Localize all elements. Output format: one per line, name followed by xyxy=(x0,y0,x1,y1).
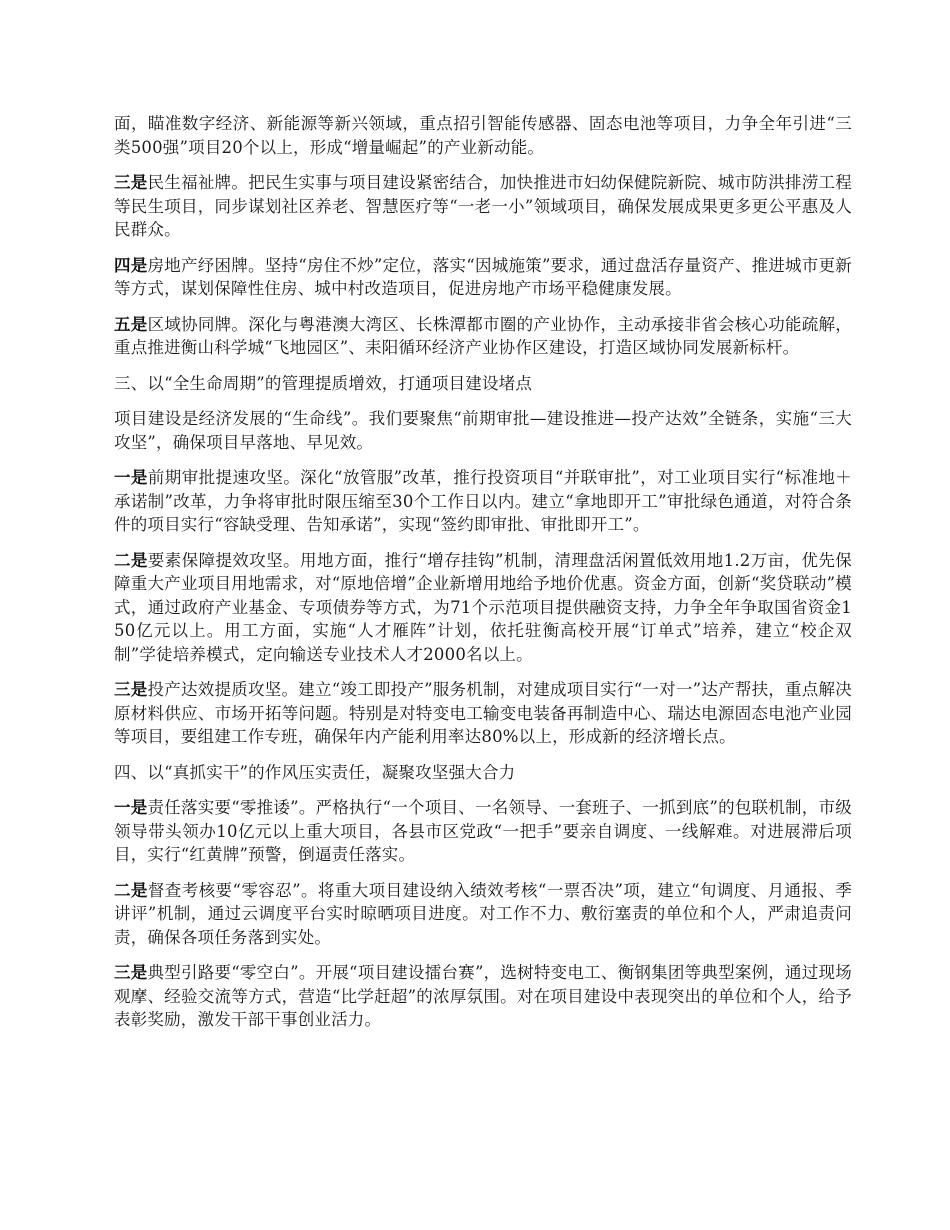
section-heading-4: 四、以“真抓实干”的作风压实责任，凝聚攻坚强大合力 xyxy=(114,762,516,782)
paragraph-4-text: 区域协同牌。深化与粤港澳大湾区、长株潭都市圈的产业协作，主动承接非省会核心功能疏解，重点推进衡山科学城“飞地园区”、耒阳循环经济产业协作区建设，打造区域协同发展新标杆。 xyxy=(114,314,853,357)
paragraph-4-lead: 五是 xyxy=(114,314,148,334)
paragraph-6 xyxy=(114,466,852,537)
paragraph-4 xyxy=(114,313,852,360)
paragraph-2-lead: 三是 xyxy=(114,173,148,192)
paragraph-2-text: 民生福祉牌。把民生实事与项目建设紧密结合，加快推进市妇幼保健院新院、城市防洪排涝工程等民生项目，同步谋划社区养老、智慧医疗等“一老一小”领域项目，确保发展成果更多更公平惠及人民群众。 xyxy=(114,173,853,239)
paragraph-8 xyxy=(114,678,852,749)
paragraph-11-lead: 三是 xyxy=(114,963,148,982)
paragraph-9-text: 责任落实要“零推诿”。严格执行“一个项目、一名领导、一套班子、一抓到底”的包联机制，市级领导带头领办10亿元以上重大项目，各县市区党政“一把手”要亲自调度、一线解难。对进展滞后项目，实行“红黄牌”预警，倒逼责任落实。 xyxy=(114,798,852,864)
paragraph-7 xyxy=(114,549,852,667)
paragraph-7-text: 要素保障提效攻坚。用地方面，推行“增存挂钩”机制，清理盘活闲置低效用地1.2万亩，优先保障重大产业项目用地需求，对“原地倍增”企业新增用地给予地价优惠。资金方面，创新“奖贷联动”模式，通过政府产业基金、专项债券等方式，为71个示范项目提供融资支持，力争全年争取国省资金150亿元以上。用工方面，实施“人才雁阵”计划，依托驻衡高校开展“订单式”培养，建立“校企双制”学徒培养模式，定向输送专业技术人才2000名以上。 xyxy=(114,550,852,664)
paragraph-10-text: 督查考核要“零容忍”。将重大项目建设纳入绩效考核“一票否决”项，建立“旬调度、月通报、季讲评”机制，通过云调度平台实时晾晒项目进度。对工作不力、敷衍塞责的单位和个人，严肃追责问责，确保各项任务落到实处。 xyxy=(114,880,852,947)
paragraph-3-lead: 四是 xyxy=(114,255,148,275)
paragraph-8-text: 投产达效提质攻坚。建立“竣工即投产”服务机制，对建成项目实行“一对一”达产帮扶，重点解决原材料供应、市场开拓等问题。特别是对特变电工输变电装备再制造中心、瑞达电源固态电池产业园等项目，要组建工作专班，确保年内产能利用率达80%以上，形成新的经济增长点。 xyxy=(114,680,852,746)
paragraph-10 xyxy=(114,879,852,950)
paragraph-1-text: 面，瞄准数字经济、新能源等新兴领域，重点招引智能传感器、固态电池等项目，力争全年引进“三类500强”项目20个以上，形成“增量崛起”的产业新动能。 xyxy=(114,114,852,157)
document-page xyxy=(114,112,852,1044)
paragraph-9 xyxy=(114,796,852,867)
paragraph-8-lead: 三是 xyxy=(114,680,148,699)
paragraph-7-lead: 二是 xyxy=(114,550,148,570)
paragraph-5-text: 项目建设是经济发展的“生命线”。我们要聚焦“前期审批—建设推进—投产达效”全链条，实施“三大攻坚”，确保项目早落地、早见效。 xyxy=(114,409,852,452)
paragraph-6-text: 前期审批提速攻坚。深化“放管服”改革，推行投资项目“并联审批”，对工业项目实行“标准地＋承诺制”改革，力争将审批时限压缩至30个工作日以内。建立“拿地即开工”审批绿色通道，对符合条件的项目实行“容缺受理、告知承诺”，实现“签约即审批、审批即开工”。 xyxy=(114,468,852,534)
paragraph-2 xyxy=(114,171,852,242)
section-heading-3: 三、以“全生命周期”的管理提质增效，打通项目建设堵点 xyxy=(114,373,533,393)
paragraph-3 xyxy=(114,254,852,301)
paragraph-5 xyxy=(114,407,852,454)
paragraph-11 xyxy=(114,961,852,1032)
paragraph-10-lead: 二是 xyxy=(114,880,148,900)
paragraph-6-lead: 一是 xyxy=(114,468,148,487)
paragraph-3-text: 房地产纾困牌。坚持“房住不炒”定位，落实“因城施策”要求，通过盘活存量资产、推进城市更新等方式，谋划保障性住房、城中村改造项目，促进房地产市场平稳健康发展。 xyxy=(114,255,852,298)
paragraph-1 xyxy=(114,112,852,159)
paragraph-11-text: 典型引路要“零空白”。开展“项目建设擂台赛”，选树特变电工、衡钢集团等典型案例，通过现场观摩、经验交流等方式，营造“比学赶超”的浓厚氛围。对在项目建设中表现突出的单位和个人，给予表彰奖励，激发干部干事创业活力。 xyxy=(114,963,852,1029)
paragraph-9-lead: 一是 xyxy=(114,798,148,817)
